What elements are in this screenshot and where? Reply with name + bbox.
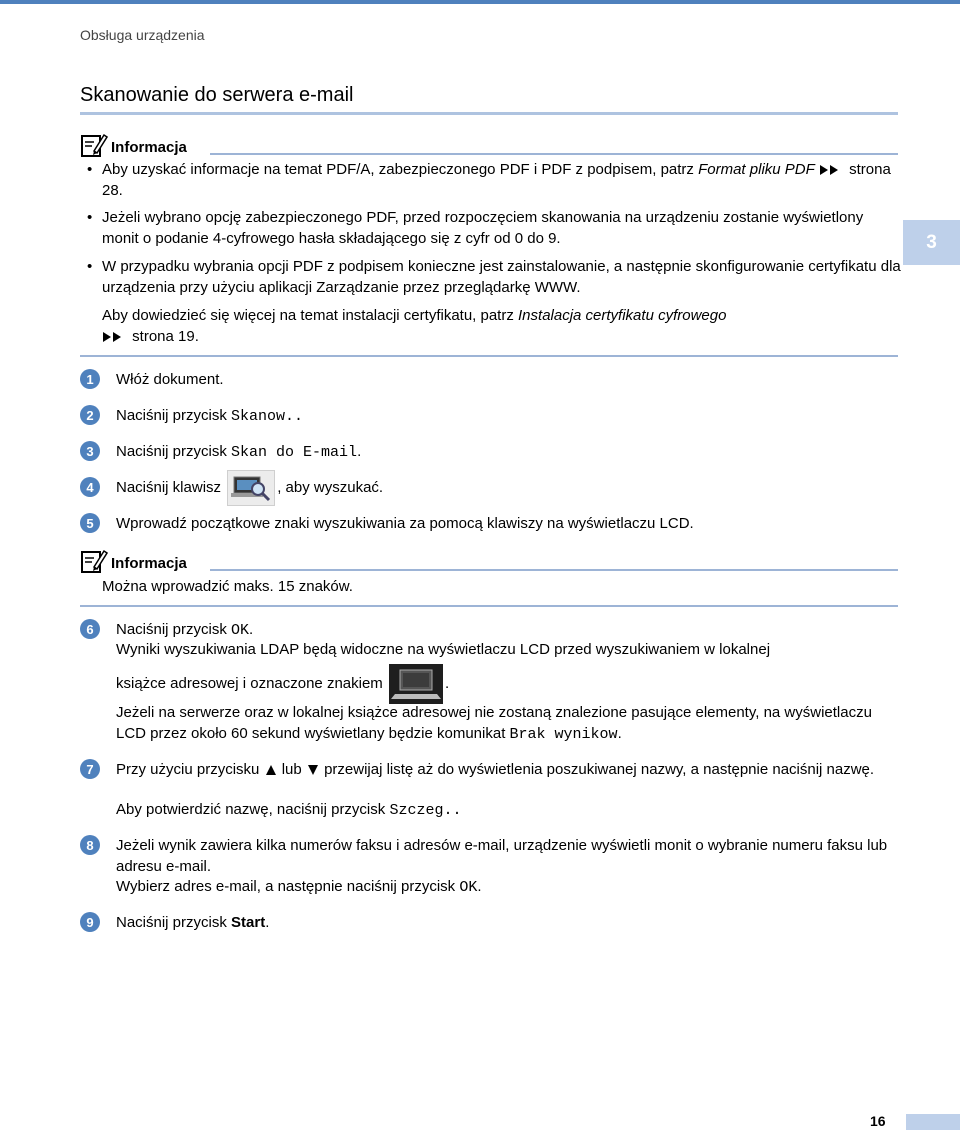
button-szczeg: Szczeg.. [389, 802, 462, 819]
note-label: Informacja [111, 139, 187, 156]
step-8-line-3: Wybierz adres e-mail, a następnie naciśnij przycisk OK. [116, 878, 482, 896]
step-3: Naciśnij przycisk Skan do E-mail. [116, 443, 362, 461]
button-ok: OK [231, 622, 250, 639]
step-number: 3 [80, 441, 100, 461]
step-number: 7 [80, 759, 100, 779]
button-start: Start [231, 914, 266, 931]
page-title: Skanowanie do serwera e-mail [80, 84, 354, 106]
step-number: 4 [80, 477, 100, 497]
step-6-line-3: książce adresowej i oznaczone znakiem . [116, 664, 906, 704]
note-pencil-icon [80, 548, 108, 574]
button-skan-do-email: Skan do E-mail [231, 444, 358, 461]
message-brak-wynikow: Brak wynikow [509, 725, 618, 743]
note-pencil-icon [80, 132, 108, 158]
note-bullet-3: W przypadku wybrania opcji PDF z podpisem konieczne jest zainstalowanie, a następnie skonfigurowanie certyfikatu dla urządzenia przy użyciu aplikacji Zarządzanie przez przeglądarkę WWW. [102, 258, 901, 296]
note-bullet-1: Aby uzyskać informacje na temat PDF/A, zabezpieczonego PDF i PDF z podpisem, patrz Format pliku PDF strona 28. [102, 161, 891, 199]
ldap-laptop-icon [389, 664, 443, 704]
note-header [80, 548, 898, 574]
link-certyfikat[interactable]: Instalacja certyfikatu cyfrowego [518, 307, 727, 324]
bullet-icon: • [87, 258, 93, 275]
step-number: 5 [80, 513, 100, 533]
top-border [0, 0, 960, 4]
step-9: Naciśnij przycisk Start. [116, 914, 270, 931]
note-bottom-rule [80, 355, 898, 357]
note-text: Można wprowadzić maks. 15 znaków. [102, 578, 353, 595]
step-number: 8 [80, 835, 100, 855]
step-6: Naciśnij przycisk OK. [116, 621, 254, 639]
down-arrow-icon [308, 765, 318, 775]
note-header [80, 132, 898, 158]
note-label: Informacja [111, 555, 187, 572]
double-arrow-icon [819, 164, 841, 176]
page-number-bar [906, 1114, 960, 1130]
note-paragraph: Aby dowiedzieć się więcej na temat instalacji certyfikatu, patrz Instalacja certyfikatu cyfrowego strona 19. [102, 307, 727, 345]
up-arrow-icon [266, 765, 276, 775]
button-skanow: Skanow.. [231, 408, 304, 425]
running-header: Obsługa urządzenia [80, 27, 205, 43]
note-bullet-2: Jeżeli wybrano opcję zabezpieczonego PDF, przed rozpoczęciem skanowania na urządzeniu zostanie wyświetlony monit o podanie 4-cyfrowego hasła składającego się z cyfr od 0 do 9. [102, 209, 864, 247]
step-7-line-3: Aby potwierdzić nazwę, naciśnij przycisk Szczeg.. [116, 801, 462, 819]
search-key-icon [227, 470, 275, 506]
step-number: 1 [80, 369, 100, 389]
bullet-icon: • [87, 161, 93, 178]
step-6-line-2: Wyniki wyszukiwania LDAP będą widoczne na wyświetlaczu LCD przed wyszukiwaniem w lokalnej [116, 641, 771, 658]
step-7: Przy użyciu przycisku lub przewijaj listę aż do wyświetlenia poszukiwanej nazwy, a następnie naciśnij nazwę. [116, 761, 875, 778]
note-rule [210, 569, 898, 571]
note-bottom-rule [80, 605, 898, 607]
double-arrow-icon [102, 331, 124, 343]
page-number: 16 [870, 1113, 886, 1129]
step-number: 2 [80, 405, 100, 425]
chapter-tab: 3 [903, 220, 960, 265]
bullet-icon: • [87, 209, 93, 226]
step-4: Naciśnij klawisz , aby wyszukać. [116, 470, 906, 506]
link-format-pdf[interactable]: Format pliku PDF [698, 161, 815, 178]
step-5: Wprowadź początkowe znaki wyszukiwania za pomocą klawiszy na wyświetlaczu LCD. [116, 515, 694, 532]
button-ok: OK [459, 879, 478, 896]
step-number: 6 [80, 619, 100, 639]
note-rule [210, 153, 898, 155]
title-rule [80, 112, 898, 115]
step-6-line-4: Jeżeli na serwerze oraz w lokalnej książce adresowej nie zostaną znalezione pasujące elementy, na wyświetlaczu LCD przez około 60 sekund wyświetlany będzie komunikat Brak wynikow. [116, 704, 872, 743]
step-2: Naciśnij przycisk Skanow.. [116, 407, 304, 425]
step-number: 9 [80, 912, 100, 932]
step-8: Jeżeli wynik zawiera kilka numerów faksu i adresów e-mail, urządzenie wyświetli monit o wybranie numeru faksu lub adresu e-mail. [116, 837, 888, 875]
step-1: Włóż dokument. [116, 371, 224, 388]
